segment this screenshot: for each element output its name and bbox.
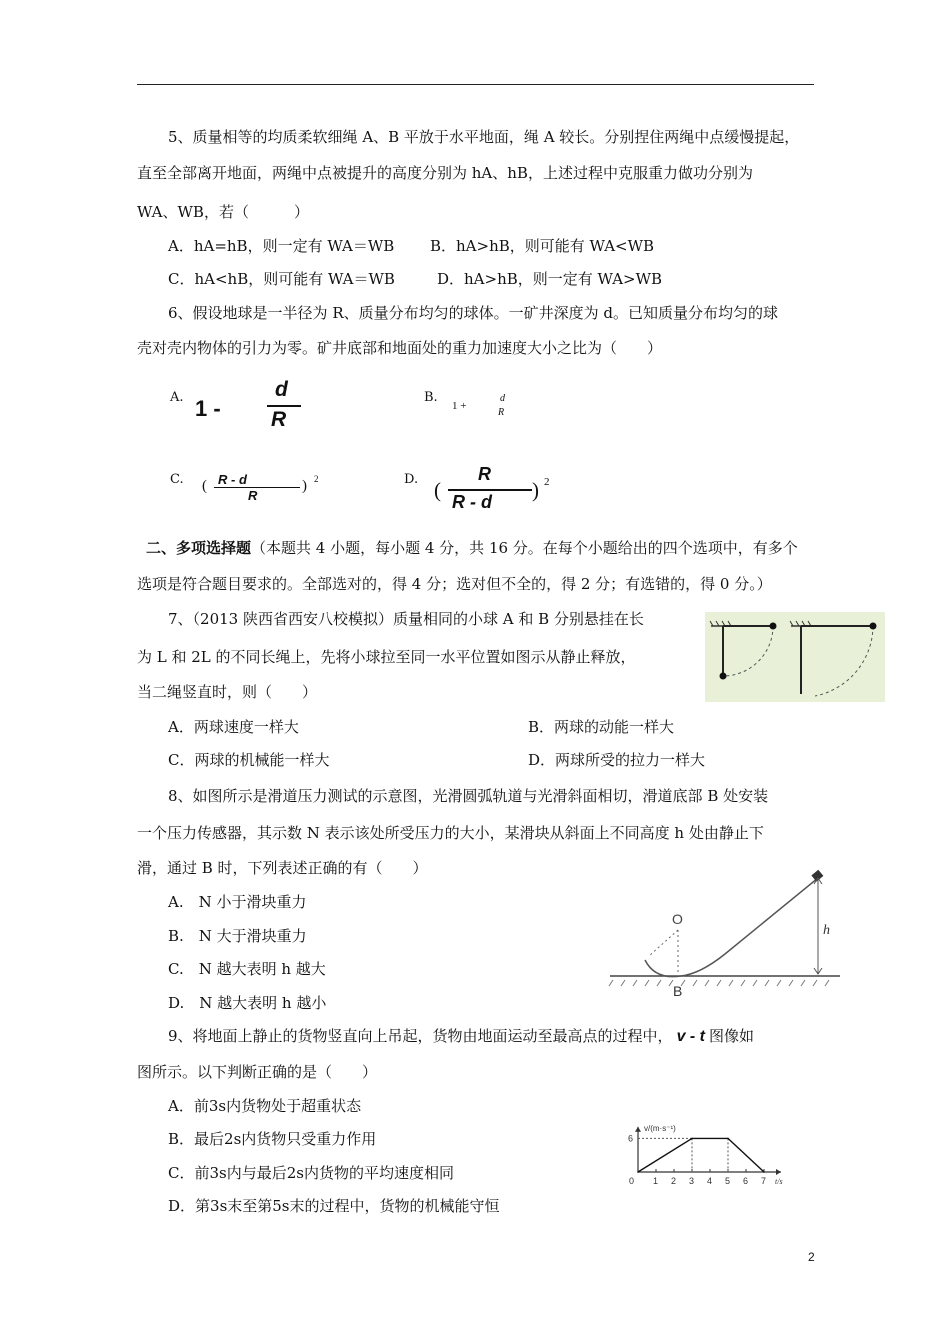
q5-line2: 直至全部离开地面，两绳中点被提升的高度分别为 hA、hB，上述过程中克服重力做功分别为 (137, 164, 753, 182)
height-label: h (823, 923, 830, 938)
x-tick-label: 7 (761, 1176, 767, 1186)
vt-series-line (638, 1138, 764, 1172)
q8-line1: 8、如图所示是滑道压力测试的示意图，光滑圆弧轨道与光滑斜面相切，滑道底部 B 处安装 (168, 787, 769, 805)
vt-data-point (727, 1138, 729, 1140)
vt-data-point (637, 1171, 639, 1173)
q7-line3: 当二绳竖直时，则（ ） (137, 683, 318, 701)
x-axis-label: t/s (775, 1177, 783, 1186)
vt-data-point (691, 1138, 693, 1140)
q7-option-b: B．两球的动能一样大 (528, 718, 675, 736)
q8-line2: 一个压力传感器，其示数 N 表示该处所受压力的大小，某滑块从斜面上不同高度 h 处由静止下 (137, 824, 764, 842)
q6-label-b: B. (424, 390, 438, 405)
q6-line1: 6、假设地球是一半径为 R、质量分布均匀的球体。一矿井深度为 d。已知质量分布均匀的球 (168, 304, 778, 322)
q6-formula-a (195, 378, 315, 433)
ball-b-start (870, 623, 877, 630)
q6-label-c: C. (170, 472, 184, 487)
formula-a-bar (267, 405, 301, 407)
y-tick-label: 6 (628, 1133, 634, 1144)
formula-d-num: R (478, 464, 491, 484)
x-tick-label: 5 (725, 1176, 731, 1186)
formula-b-one: 1 + (452, 400, 467, 412)
q9-line1 (168, 1026, 754, 1047)
q6-formula-b (452, 393, 522, 428)
x-tick-label: 2 (671, 1176, 677, 1186)
q9-option-b: B．最后2s内货物只受重力作用 (168, 1130, 377, 1148)
q8-option-a: A. N 小于滑块重力 (168, 893, 307, 911)
q5-option-b: B．hA>hB，则可能有 WA<WB (430, 237, 655, 255)
formula-a-den: R (271, 408, 287, 431)
x-tick-label: 1 (653, 1176, 659, 1186)
formula-d-exp: 2 (544, 476, 550, 488)
q7-pendulum-figure (705, 612, 885, 702)
q9-line1-text: 9、将地面上静止的货物竖直向上吊起，货物由地面运动至最高点的过程中， (168, 1027, 673, 1045)
q5-line1: 5、质量相等的均质柔软细绳 A、B 平放于水平地面，绳 A 较长。分别捏住两绳中点缓慢提起， (168, 128, 800, 146)
q6-formula-d (434, 464, 564, 516)
formula-d-bar (448, 489, 532, 491)
formula-b-den: R (498, 407, 505, 418)
page-number: 2 (808, 1250, 815, 1264)
x-tick-label: 4 (707, 1176, 713, 1186)
q8-option-c: C. N 越大表明 h 越大 (168, 960, 326, 978)
q6-line2: 壳对壳内物体的引力为零。矿井底部和地面处的重力加速度大小之比为（ ） (137, 339, 663, 357)
q5-option-a: A．hA=hB，则一定有 WA＝WB (168, 237, 395, 255)
ground-hatch (609, 980, 829, 986)
q8-slide-figure (605, 868, 845, 1003)
q7-line2: 为 L 和 2L 的不同长绳上，先将小球拉至同一水平位置如图示从静止释放， (137, 648, 636, 666)
section2-desc2: 选项是符合题目要求的。全部选对的，得 4 分；选对但不全的，得 2 分；有选错的，得 0 分。） (137, 575, 772, 593)
q6-label-a: A. (170, 390, 184, 405)
q8-option-d: D. N 越大表明 h 越小 (168, 994, 327, 1012)
x-tick-label: 6 (743, 1176, 749, 1186)
ball-a (720, 673, 727, 680)
q8-option-b: B. N 大于滑块重力 (168, 927, 307, 945)
x-tick-label: 0 (629, 1176, 635, 1186)
section2-heading (146, 538, 798, 558)
q9-option-c: C．前3s内与最后2s内货物的平均速度相同 (168, 1164, 454, 1182)
slider-block (811, 870, 823, 882)
q5-option-c: C．hA<hB，则可能有 WA＝WB (168, 270, 395, 288)
q9-line2: 图所示。以下判断正确的是（ ） (137, 1063, 378, 1081)
y-axis-arrow (635, 1127, 641, 1132)
formula-c-lparen: ( (202, 478, 207, 494)
formula-c-rparen: ) (302, 478, 307, 494)
formula-d-rparen: ) (532, 478, 539, 502)
q9-line1-tail: 图像如 (709, 1027, 755, 1045)
radius-slanted (649, 930, 678, 956)
section2-desc1: （本题共 4 小题，每小题 4 分，共 16 分。在每个小题给出的四个选项中，有多个 (251, 539, 798, 557)
q8-line3: 滑，通过 B 时，下列表述正确的有（ ） (137, 859, 428, 877)
formula-d-lparen: ( (434, 478, 441, 502)
q9-option-a: A．前3s内货物处于超重状态 (168, 1097, 362, 1115)
q9-option-d: D．第3s末至第5s末的过程中，货物的机械能守恒 (168, 1197, 500, 1215)
header-rule (137, 84, 814, 85)
ball-a-start (770, 623, 777, 630)
formula-d-den: R - d (452, 492, 492, 512)
formula-c-num: R - d (218, 472, 247, 487)
formula-a-one: 1 - (195, 396, 221, 421)
section2-title: 二、多项选择题 (146, 539, 252, 557)
point-label-b: B (673, 983, 683, 999)
q7-option-a: A．两球速度一样大 (168, 718, 299, 736)
q7-option-c: C．两球的机械能一样大 (168, 751, 330, 769)
q7-line1: 7、（2013 陕西省西安八校模拟）质量相同的小球 A 和 B 分别悬挂在长 (168, 610, 644, 628)
formula-c-exp: 2 (314, 474, 319, 484)
q5-line3: WA、WB，若（ ） (137, 203, 309, 221)
q6-label-d: D. (404, 472, 419, 487)
vt-data-point (763, 1171, 765, 1173)
q9-vt-chart (618, 1108, 788, 1198)
x-tick-label: 3 (689, 1176, 695, 1186)
q7-option-d: D．两球所受的拉力一样大 (528, 751, 706, 769)
q9-vt-symbol: v - t (676, 1028, 706, 1045)
track (645, 878, 818, 977)
formula-b-num: d (500, 393, 505, 404)
x-axis-arrow (776, 1169, 781, 1175)
q6-formula-c (202, 472, 332, 507)
formula-a-num: d (275, 378, 288, 401)
q5-option-d: D．hA>hB，则一定有 WA>WB (437, 270, 663, 288)
formula-c-den: R (248, 488, 258, 503)
y-axis-label: v/(m·s⁻¹) (644, 1123, 676, 1133)
center-label-o: O (672, 911, 683, 927)
